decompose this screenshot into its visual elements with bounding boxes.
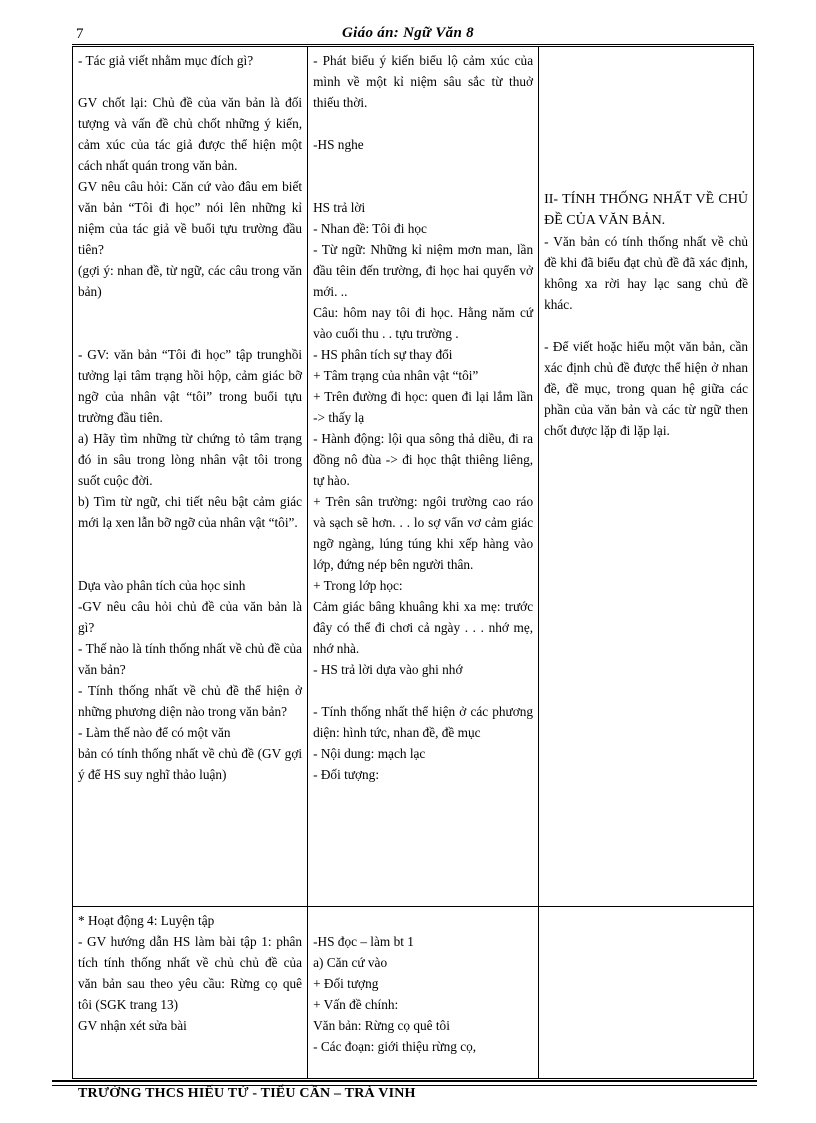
text-line: GV nêu câu hỏi: Căn cứ vào đâu em biết văn bản “Tôi đi học” nói lên những kỉ niệm của tác giả về buổi tựu trường đầu tiên? [78, 179, 303, 257]
student-activity-cell [308, 47, 539, 907]
text-line: - Làm thế nào để có một văn [78, 725, 231, 740]
text-line [313, 910, 533, 931]
text-line: -GV nêu câu hỏi chủ đề của văn bản là gì? [78, 599, 303, 635]
text-line: - Thế nào là tính thống nhất về chủ đề của văn bản? [78, 641, 303, 677]
text-line: - GV hướng dẫn HS làm bài tập 1: phân tích tính thống nhất về chủ chủ đề của văn bản sau theo yêu cầu: Rừng cọ quê tôi (SGK trang 13) [78, 934, 303, 1012]
text-line: - Từ ngữ: Những kỉ niệm mơn man, lần đầu têin đến trường, đi học hai quyển vở mới. .. [313, 242, 534, 299]
text-line [78, 71, 302, 92]
content-cell [539, 907, 754, 1079]
text-line: - Nhan đề: Tôi đi học [313, 221, 427, 236]
text-line: - Để viết hoặc hiểu một văn bản, cần xác định chủ đề được thể hiện ở nhan đề, đề mục, trong quan hệ giữa các phần của văn bản và các từ ngữ then chốt được lặp đi lặp lại. [544, 339, 748, 438]
text-line [313, 680, 533, 701]
text-line: - Đối tượng: [313, 767, 380, 782]
text-line: Văn bản: Rừng cọ quê tôi [313, 1018, 450, 1033]
text-line: (gợi ý: nhan đề, từ ngữ, các câu trong văn bản) [78, 263, 303, 299]
text-line: + Trên đường đi học: quen đi lại lắm lần -> thấy lạ [313, 389, 534, 425]
text-line: - GV: văn bản “Tôi đi học” tập trunghồi tưởng lại tâm trạng hồi hộp, cảm giác bỡ ngỡ của nhân vật “tôi” trong buổi tựu trường đầu tiên. [78, 347, 303, 425]
text-line [313, 176, 533, 197]
page-header-title: Giáo án: Ngữ Văn 8 [342, 25, 474, 41]
text-line [544, 315, 748, 336]
text-line: Dựa vào phân tích của học sinh [78, 578, 246, 593]
text-line: - HS phân tích sự thay đổi [313, 347, 453, 362]
content-list [544, 231, 748, 441]
header-rule [72, 44, 754, 45]
section-heading: II- TÍNH THỐNG NHẤT VỀ CHỦ ĐỀ CỦA VĂN BẢN. [544, 192, 748, 228]
text-line [78, 554, 302, 575]
text-line: + Vấn đề chính: [313, 997, 399, 1012]
text-line: + Trong lớp học: [313, 578, 403, 593]
text-line: GV chốt lại: Chủ đề của văn bản là đối tượng và vấn đề chủ chốt những ý kiến, cảm xúc của tác giả được thể hiện một cách nhất quán trong văn bản. [78, 95, 303, 173]
text-line [78, 533, 302, 554]
text-line: bản có tính thống nhất về chủ đề (GV gợi ý để HS suy nghĩ thảo luận) [78, 746, 303, 782]
text-line: - Tính thống nhất thể hiện ở các phương diện: hình tức, nhan đề, đề mục [313, 704, 534, 740]
text-line: - Tính thống nhất về chủ đề thể hiện ở những phương diện nào trong văn bản? [78, 683, 303, 719]
footer-rule [52, 1080, 757, 1082]
text-line: GV nhận xét sửa bài [78, 1018, 187, 1033]
text-line: - Hành động: lội qua sông thả diều, đi ra đồng nô đùa -> đi học thật thiêng liêng, tự hào. [313, 431, 534, 488]
text-line: a) Hãy tìm những từ chứng tỏ tâm trạng đó in sâu trong lòng nhân vật tôi trong suốt cuộc đời. [78, 431, 303, 488]
teacher-activity-cell [73, 47, 308, 907]
text-line [313, 155, 533, 176]
page-number: 7 [76, 26, 84, 42]
text-line: HS trả lời [313, 200, 366, 215]
text-line: + Trên sân trường: ngôi trường cao ráo và sạch sẽ hơn. . . lo sợ vẩn vơ cảm giác ngỡ ngàng, lúng túng khi xếp hàng vào lớp, đứng nép bên người thân. [313, 494, 534, 572]
text-line: - Nội dung: mạch lạc [313, 746, 426, 761]
text-line [78, 302, 302, 323]
text-line: Cảm giác bâng khuâng khi xa mẹ: trước đây có thể đi chơi cả ngày . . . nhớ mẹ, nhớ nhà. [313, 599, 534, 656]
text-line: - Các đoạn: giới thiệu rừng cọ, [313, 1039, 477, 1054]
text-line: + Tâm trạng của nhân vật “tôi” [313, 368, 479, 383]
text-line: + Đối tượng [313, 976, 379, 991]
text-line: - Tác giả viết nhằm mục đích gì? [78, 53, 254, 68]
text-line: - HS trả lời dựa vào ghi nhớ [313, 662, 463, 677]
teacher-activity-cell [73, 907, 308, 1079]
text-line: Câu: hôm nay tôi đi học. Hằng năm cứ vào cuối thu . . tựu trường . [313, 305, 534, 341]
text-line: -HS nghe [313, 137, 364, 152]
footer-school-name: TRƯỜNG THCS HIẾU TỬ - TIỂU CẦN – TRÀ VINH [78, 1086, 416, 1101]
text-line [78, 323, 302, 344]
text-line: * Hoạt động 4: Luyện tập [78, 913, 215, 928]
text-line: b) Tìm từ ngữ, chi tiết nêu bật cảm giác mới lạ xen lẫn bỡ ngỡ của nhân vật “tôi”. [78, 494, 303, 530]
text-line: - Phát biểu ý kiến biểu lộ cảm xúc của mình về một kỉ niệm sâu sắc từ thuở thiếu thời. [313, 53, 534, 110]
content-cell [539, 47, 754, 907]
student-activity-cell [308, 907, 539, 1079]
table-row [73, 47, 754, 907]
text-line: a) Căn cứ vào [313, 955, 388, 970]
text-line: - Văn bản có tính thống nhất về chủ đề khi đã biểu đạt chủ đề đã xác định, không xa rời hay lạc sang chủ đề khác. [544, 234, 748, 312]
table-row [73, 907, 754, 1079]
text-line: -HS đọc – làm bt 1 [313, 934, 414, 949]
text-line [313, 113, 533, 134]
lesson-plan-table [72, 46, 754, 1079]
